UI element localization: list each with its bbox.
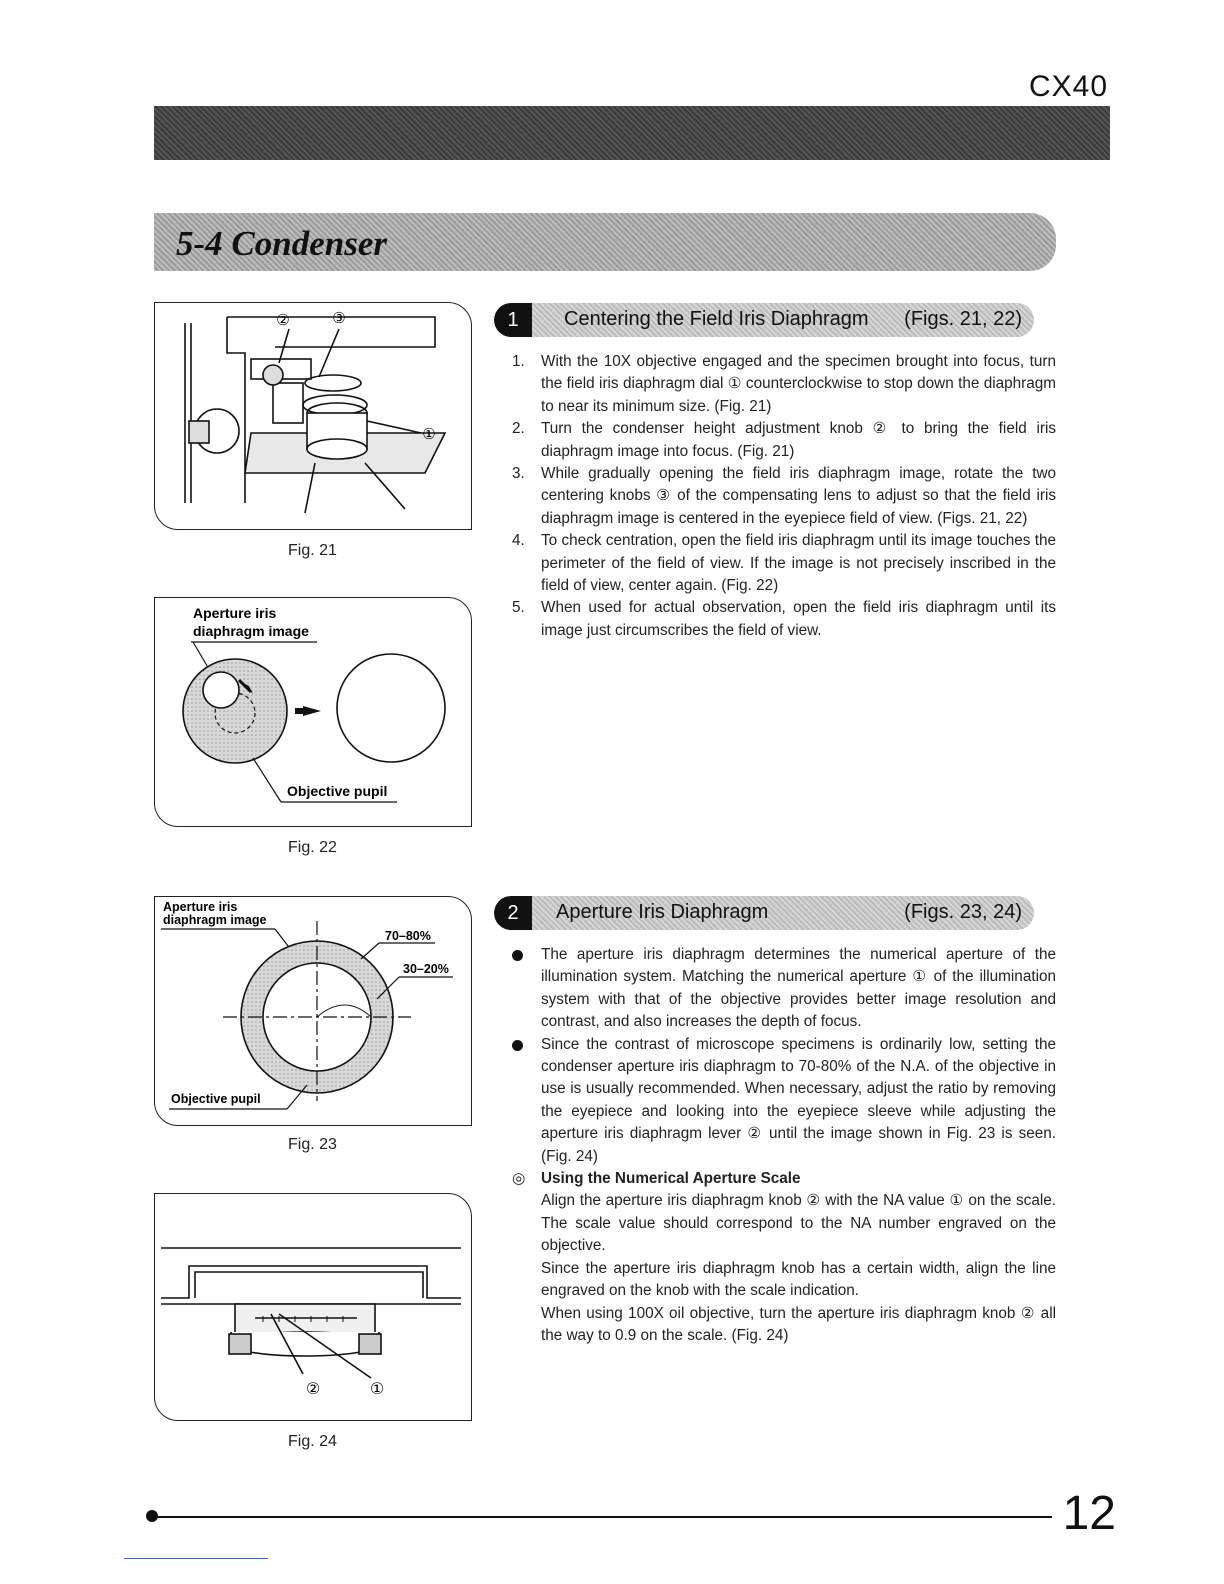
figure-21 [154, 302, 472, 530]
list-item [512, 944, 1056, 1034]
fig23-pct-high: 70–80% [385, 929, 431, 943]
header-band [154, 106, 1110, 160]
list-item [512, 530, 1056, 597]
step-text: To check centration, open the field iris diaphragm until its image touches the perimeter of the field of view. If the image is not precisely inscribed in the field of view, center again. (Fig. 22) [541, 532, 1056, 595]
subsection-1-steps [512, 351, 1056, 642]
figure-24 [154, 1193, 472, 1421]
note-block [512, 1168, 1056, 1347]
figure-22-caption: Fig. 22 [288, 839, 337, 856]
subsection-2-number: 2 [494, 896, 532, 930]
step-number: 4. [512, 532, 525, 550]
page-number: 12 [1062, 1487, 1116, 1540]
figure-22 [154, 597, 472, 827]
callout-3: ③ [332, 310, 346, 327]
list-item [512, 463, 1056, 530]
fig23-label-top-2: diaphragm image [163, 913, 267, 927]
fig23-label-bottom: Objective pupil [171, 1092, 261, 1106]
callout-2: ② [305, 1381, 321, 1398]
figure-24-caption: Fig. 24 [288, 1433, 337, 1450]
subsection-1-title: Centering the Field Iris Diaphragm [564, 308, 869, 330]
model-name: CX40 [1028, 70, 1108, 103]
bullet-icon [512, 1040, 523, 1051]
iris-centering-diagram [155, 598, 471, 826]
step-text: Turn the condenser height adjustment knob ② to bring the field iris diaphragm image into focus. (Fig. 21) [541, 420, 1056, 460]
bullet-text: Since the contrast of microscope specimens is ordinarily low, setting the condenser aperture iris diaphragm to 70-80% of the N.A. of the objective in use is usually recommended. When necessary, adjust the ratio by removing the eyepiece and looking into the eyepiece sleeve while adjusting the aperture iris diaphragm lever ② until the image shown in Fig. 23 is seen. (Fig. 24) [541, 1035, 1056, 1165]
subsection-1-figs: (Figs. 21, 22) [904, 308, 1022, 330]
list-item [512, 418, 1056, 463]
note-paragraph: Since the aperture iris diaphragm knob has a certain width, align the line engraved on the knob with the scale indication. [541, 1259, 1056, 1300]
subsection-2-content [512, 944, 1056, 1347]
aperture-ratio-diagram [155, 897, 471, 1125]
fig22-label-top-1: Aperture iris [193, 605, 277, 621]
section-title: 5-4 Condenser [176, 224, 387, 263]
step-number: 1. [512, 353, 525, 370]
callout-1: ① [422, 426, 436, 443]
note-paragraph: Align the aperture iris diaphragm knob ② with the NA value ① on the scale. The scale value should correspond to the NA number engraved on the objective. [541, 1192, 1056, 1255]
step-text: While gradually opening the field iris diaphragm image, rotate the two centering knobs ③ of the compensating lens to adjust so that the field iris diaphragm image is centered in the eyepiece field of view. (Figs. 21, 22) [541, 465, 1056, 527]
subsection-1-number: 1 [494, 303, 532, 337]
step-number: 5. [512, 599, 525, 617]
list-item [512, 597, 1056, 642]
figure-21-caption: Fig. 21 [288, 542, 337, 559]
step-text: When used for actual observation, open the field iris diaphragm until its image just circumscribes the field of view. [541, 599, 1056, 639]
subsection-2-header [494, 896, 1034, 930]
microscope-stage-illustration [155, 303, 471, 529]
na-scale-illustration [155, 1194, 471, 1420]
note-paragraph: When using 100X oil objective, turn the aperture iris diaphragm knob ② all the way to 0.9 on the scale. (Fig. 24) [541, 1304, 1056, 1344]
step-text: With the 10X objective engaged and the specimen brought into focus, turn the field iris diaphragm dial ① counterclockwise to stop down the diaphragm to near its minimum size. (Fig. 21) [541, 353, 1056, 415]
figure-23 [154, 896, 472, 1126]
subsection-1-header [494, 303, 1034, 337]
callout-1: ① [369, 1381, 385, 1398]
callout-2: ② [276, 312, 290, 329]
fig23-pct-low: 30–20% [403, 962, 449, 976]
step-number: 3. [512, 465, 525, 483]
bullet-text: The aperture iris diaphragm determines the numerical aperture of the illumination system. Matching the numerical aperture ① of the illumination system with that of the objective provides better image resolution and contrast, and also increases the depth of focus. [541, 946, 1056, 1031]
figure-23-caption: Fig. 23 [288, 1136, 337, 1153]
bottom-rule [124, 1558, 268, 1559]
note-heading: Using the Numerical Aperture Scale [541, 1170, 801, 1188]
fig22-label-top-2: diaphragm image [193, 623, 309, 639]
double-circle-icon: ◎ [512, 1170, 526, 1188]
fig23-label-top-1: Aperture iris [163, 900, 238, 914]
subsection-2-title: Aperture Iris Diaphragm [556, 901, 769, 923]
fig22-label-bottom: Objective pupil [287, 783, 388, 799]
list-item [512, 1034, 1056, 1168]
bullet-icon [512, 950, 523, 961]
footer-rule [152, 1516, 1052, 1518]
list-item [512, 351, 1056, 418]
step-number: 2. [512, 420, 525, 438]
subsection-2-figs: (Figs. 23, 24) [904, 901, 1022, 923]
